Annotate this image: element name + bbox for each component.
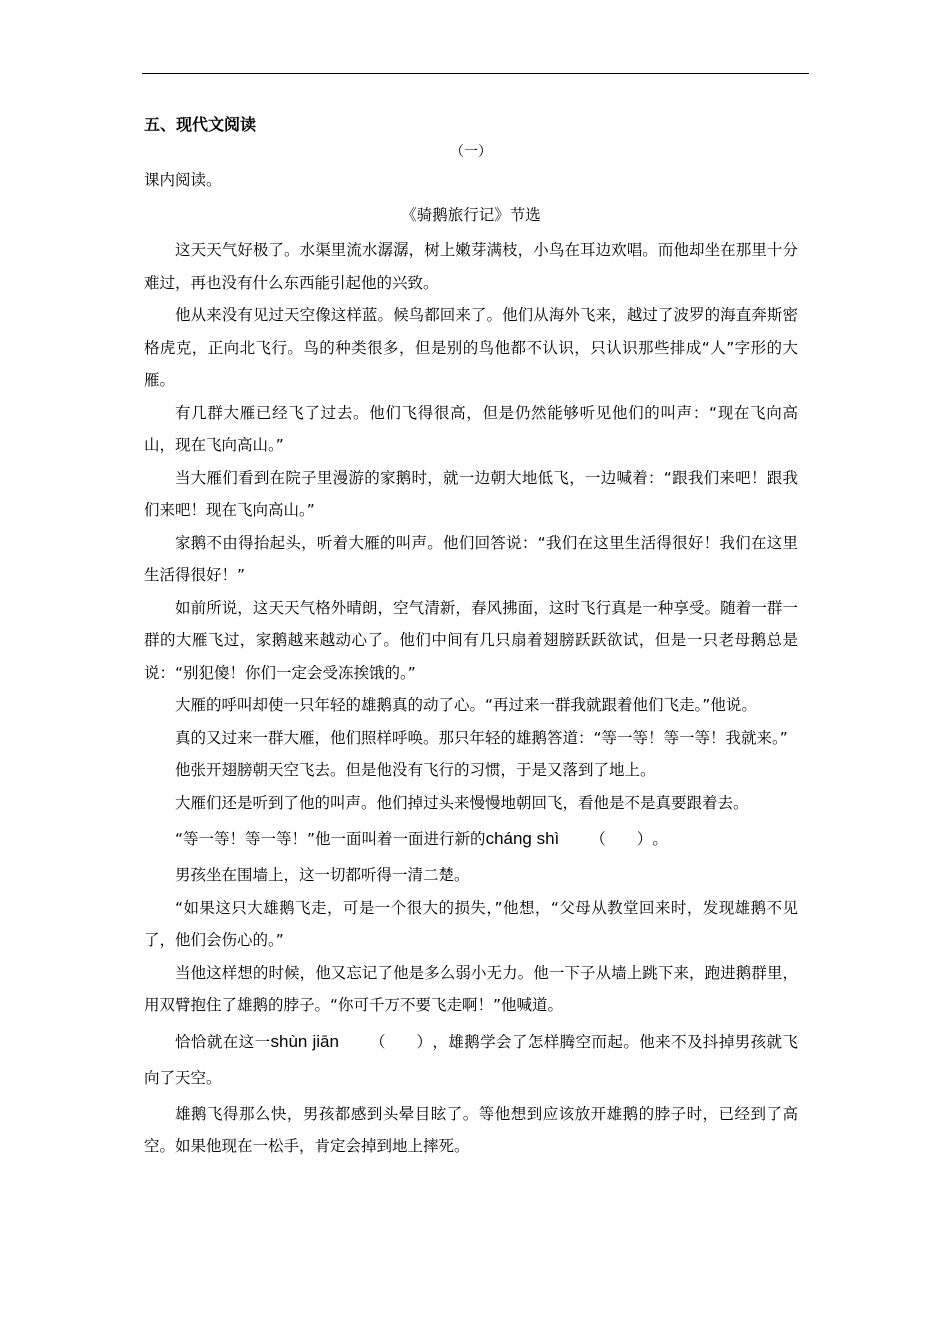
paragraph: 这天天气好极了。水渠里流水潺潺，树上嫩芽满枝，小鸟在耳边欢唱。而他却坐在那里十分难过，再也没有什么东西能引起他的兴致。 (144, 241, 798, 292)
answer-blank[interactable]: （ ） (590, 830, 653, 848)
passage-title: 《骑鹅旅行记》节选 (401, 206, 541, 224)
paragraph-text: 。 (652, 830, 668, 848)
pinyin-prompt: cháng shì (485, 829, 560, 848)
pinyin-prompt: shùn jiān (270, 1031, 339, 1051)
paragraph: 他张开翅膀朝天空飞去。但是他没有飞行的习惯，于是又落到了地上。 (175, 761, 656, 779)
instruction: 课内阅读。 (144, 171, 222, 189)
answer-blank[interactable]: （ ） (369, 1032, 432, 1051)
pinyin-question-paragraph (144, 1024, 798, 1096)
paragraph: 他从来没有见过天空像这样蓝。候鸟都回来了。他们从海外飞来，越过了波罗的海直奔斯密格虎克，正向北飞行。鸟的种类很多，但是别的鸟他都不认识，只认识那些排成“人”字形的大雁。 (144, 306, 798, 389)
paragraph: 有几群大雁已经飞了过去。他们飞得很高，但是仍然能够听见他们的叫声：“现在飞向高山，现在飞向高山。” (144, 403, 798, 454)
pinyin-question-paragraph (144, 821, 798, 857)
paragraph: 雄鹅飞得那么快，男孩都感到头晕目眩了。等他想到应该放开雄鹅的脖子时，已经到了高空。如果他现在一松手，肯定会掉到地上摔死。 (144, 1104, 798, 1155)
paragraph: 真的又过来一群大雁，他们照样呼唤。那只年轻的雄鹅答道：“等一等！等一等！我就来。” (175, 728, 788, 747)
paragraph-text: ，雄鹅学会了怎样腾空而起。他来不及抖掉男孩就飞向了天空。 (144, 1032, 798, 1087)
document-body (144, 110, 798, 1163)
section-title: 五、现代文阅读 (144, 115, 257, 134)
header-rule (142, 73, 809, 74)
paragraph: 大雁的呼叫却使一只年轻的雄鹅真的动了心。“再过来一群我就跟着他们飞走。”他说。 (175, 696, 757, 714)
paragraph: 如前所说，这天天气格外晴朗，空气清新，春风拂面，这时飞行真是一种享受。随着一群一群的大雁飞过，家鹅越来越动心了。他们中间有几只扇着翅膀跃跃欲试，但是一只老母鹅总是说：“别犯傻！你们一定会受冻挨饿的。” (144, 598, 798, 682)
paragraph: 当大雁们看到在院子里漫游的家鹅时，就一边朝大地低飞，一边喊着：“跟我们来吧！跟我们来吧！现在飞向高山。” (144, 468, 798, 519)
paragraph: 男孩坐在围墙上，这一切都听得一清二楚。 (175, 866, 470, 884)
part-label: （一） (450, 144, 492, 160)
paragraph: 当他这样想的时候，他又忘记了他是多么弱小无力。他一下子从墙上跳下来，跑进鹅群里，用双臂抱住了雄鹅的脖子。“你可千万不要飞走啊！”他喊道。 (144, 963, 798, 1014)
paragraph-text: 恰恰就在这一 (175, 1032, 271, 1051)
paragraph: “如果这只大雄鹅飞走，可是一个很大的损失，”他想，“父母从教堂回来时，发现雄鹅不见了，他们会伤心的。” (144, 898, 798, 949)
paragraph: 大雁们还是听到了他的叫声。他们掉过头来慢慢地朝回飞，看他是不是真要跟着去。 (175, 793, 749, 812)
paragraph: 家鹅不由得抬起头，听着大雁的叫声。他们回答说：“我们在这里生活得很好！我们在这里生活得很好！” (144, 533, 798, 584)
paragraph-text: “等一等！等一等！”他一面叫着一面进行新的 (175, 830, 486, 848)
